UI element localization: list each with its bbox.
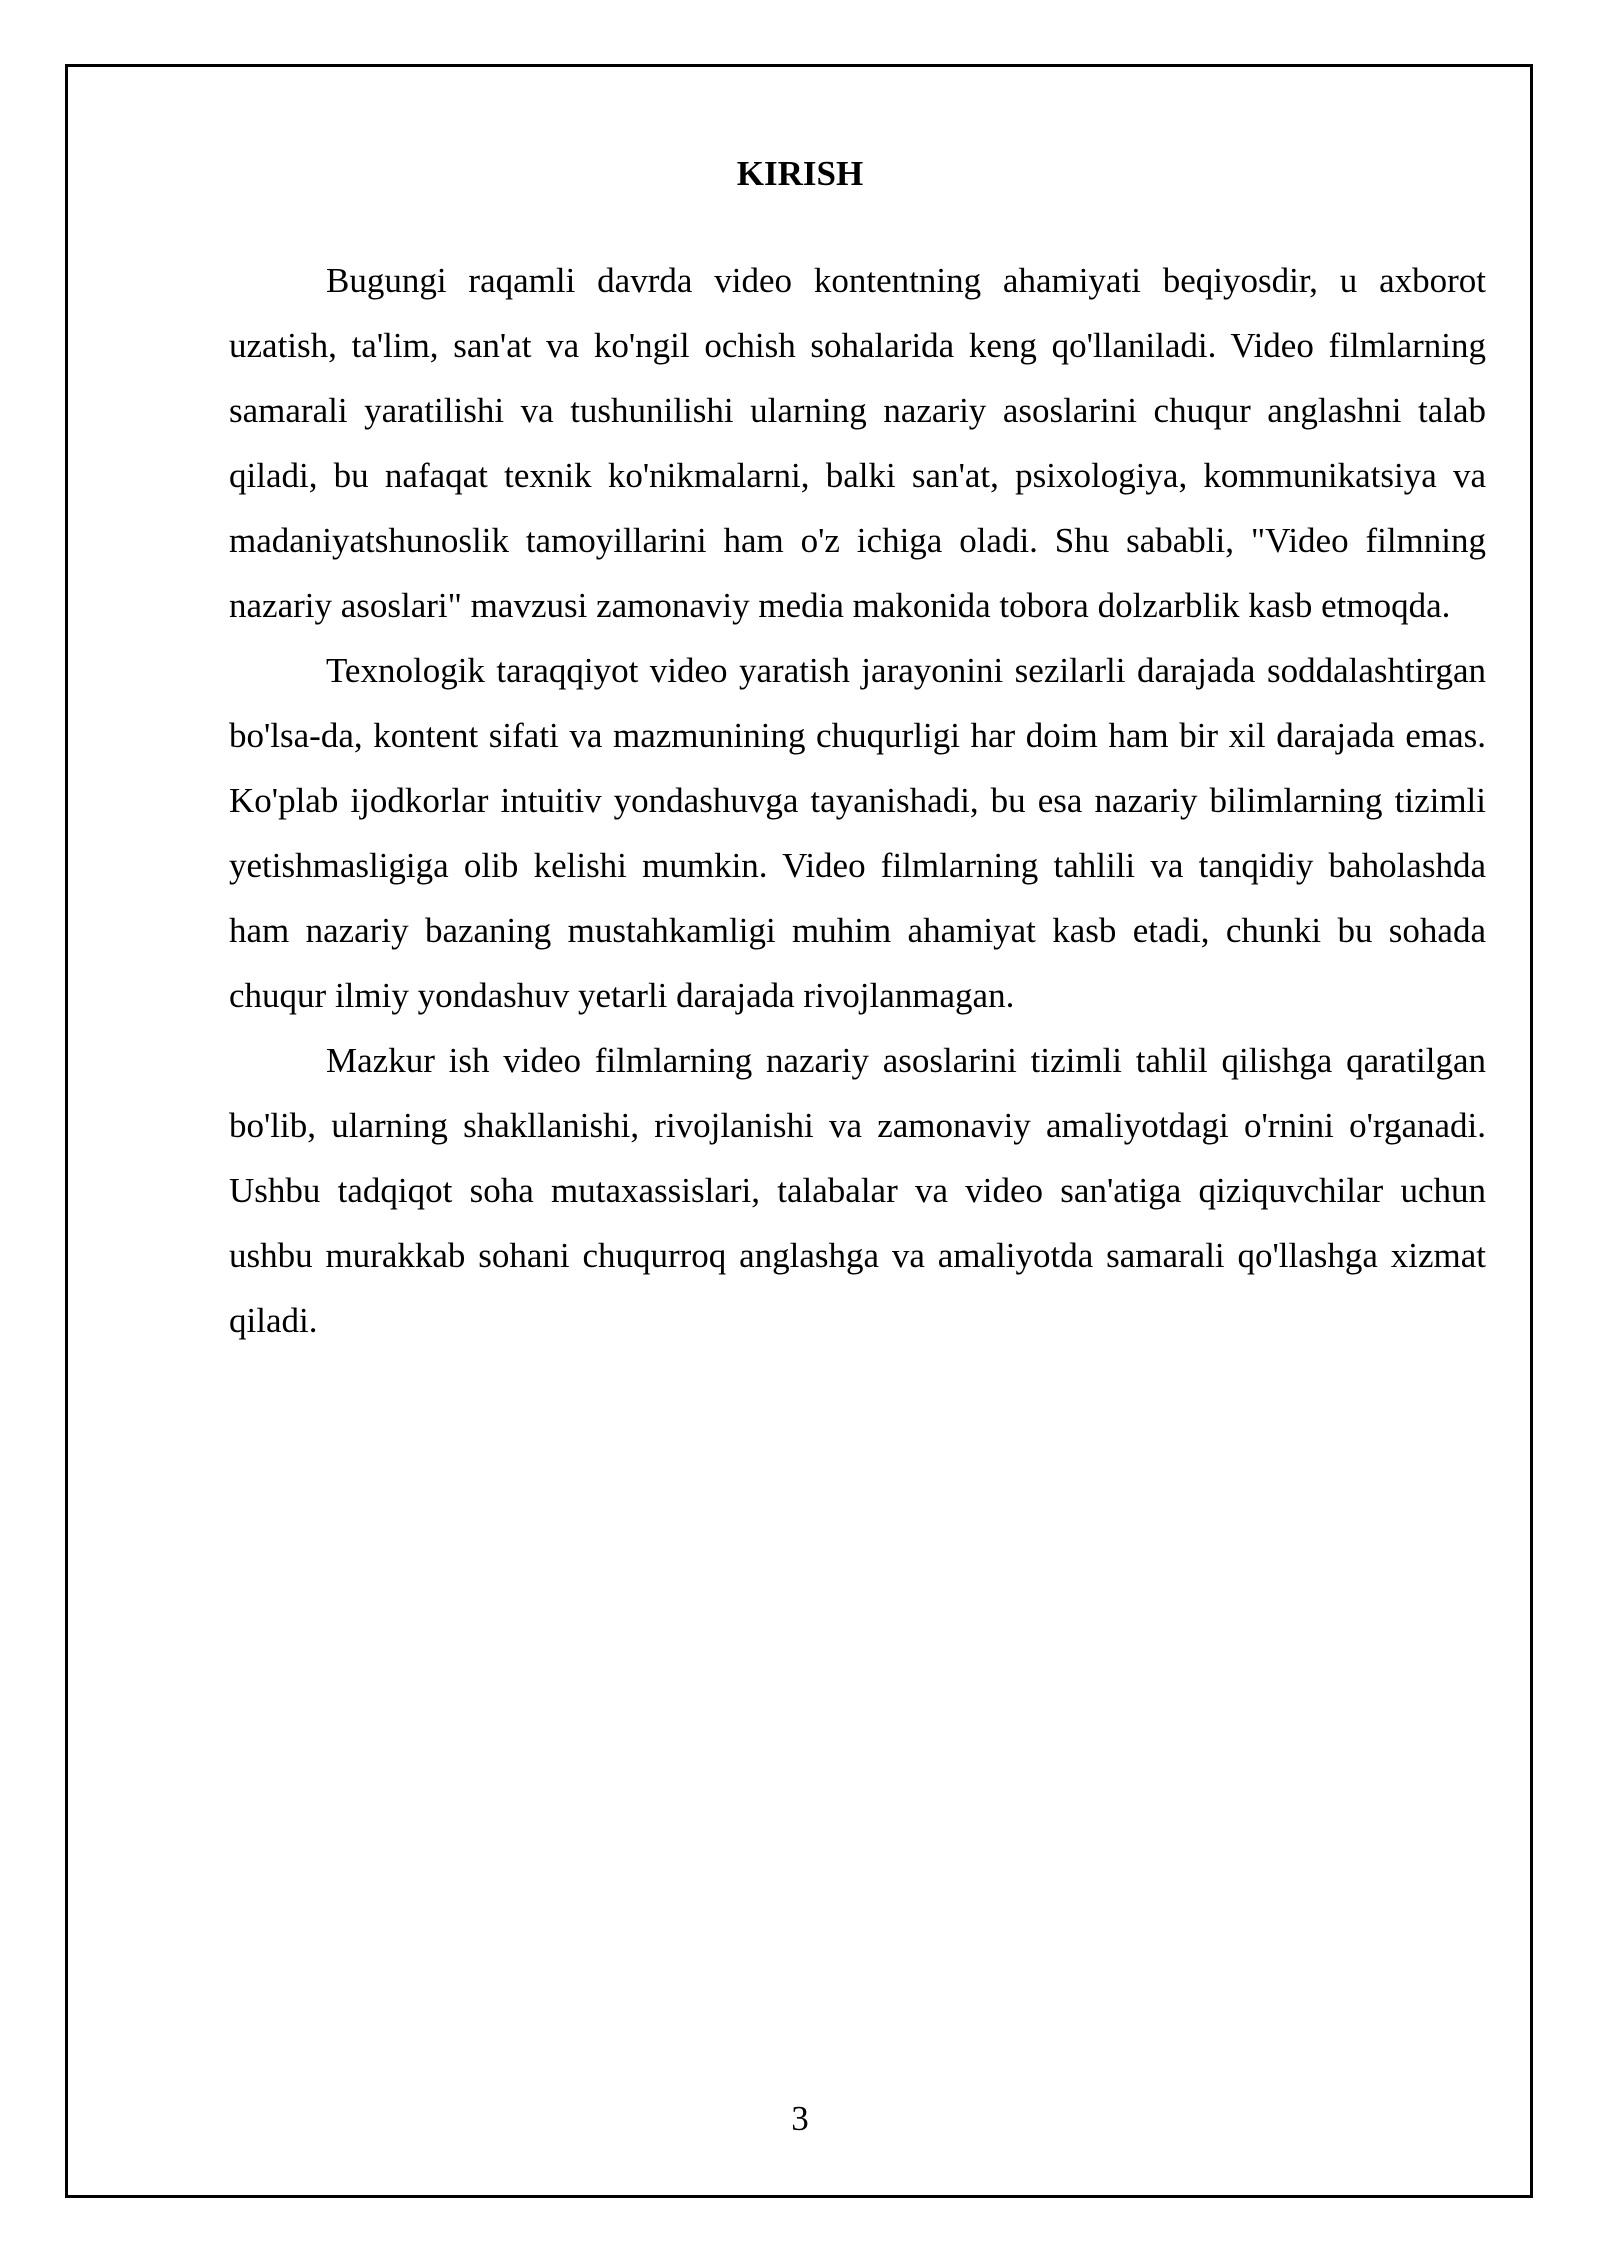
paragraph-1: Bugungi raqamli davrda video kontentning ahamiyati beqiyosdir, u axborot uzatish, ta'lim, san'at va ko'ngil ochish sohalarida keng qo'llaniladi. Video filmlarning samarali yaratilishi va tushunilishi ularning nazariy asoslarini chuqur anglashni talab qiladi, bu nafaqat texnik ko'nikmalarni, balki san'at, psixologiya, kommunikatsiya va madaniyatshunoslik tamoyillarini ham o'z ichiga oladi. Shu sababli, "Video filmning nazariy asoslari" mavzusi zamonaviy media makonida tobora dolzarblik kasb etmoqda. xyxy=(229,261,1486,625)
section-heading: KIRISH xyxy=(736,154,864,193)
page-number: 3 xyxy=(791,2099,809,2138)
body-text xyxy=(229,248,1486,1353)
paragraph-2: Texnologik taraqqiyot video yaratish jarayonini sezilarli darajada soddalashtirgan bo'lsa-da, kontent sifati va mazmunining chuqurligi har doim ham bir xil darajada emas. Ko'plab ijodkorlar intuitiv yondashuvga tayanishadi, bu esa nazariy bilimlarning tizimli yetishmasligiga olib kelishi mumkin. Video filmlarning tahlili va tanqidiy baholashda ham nazariy bazaning mustahkamligi muhim ahamiyat kasb etadi, chunki bu sohada chuqur ilmiy yondashuv yetarli darajada rivojlanmagan. xyxy=(229,651,1486,1015)
paragraph-3: Mazkur ish video filmlarning nazariy asoslarini tizimli tahlil qilishga qaratilgan bo'lib, ularning shakllanishi, rivojlanishi va zamonaviy amaliyotdagi o'rnini o'rganadi. Ushbu tadqiqot soha mutaxassislari, talabalar va video san'atiga qiziquvchilar uchun ushbu murakkab sohani chuqurroq anglashga va amaliyotda samarali qo'llashga xizmat qiladi. xyxy=(229,1041,1486,1340)
